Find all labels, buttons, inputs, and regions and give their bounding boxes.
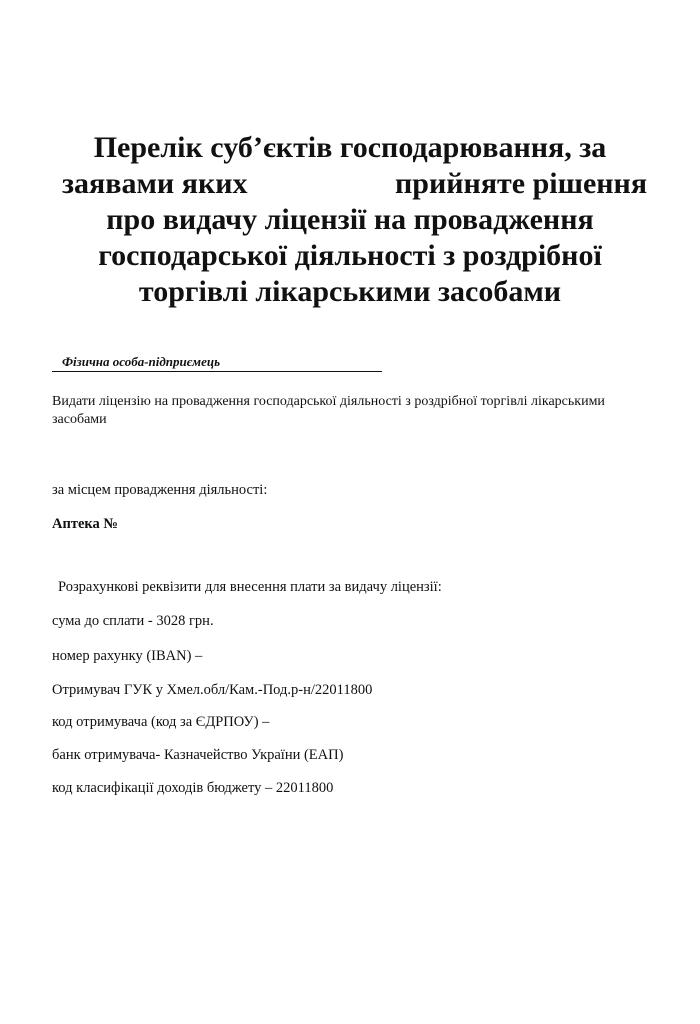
title-line-4: господарської діяльності з роздрібної <box>98 239 602 272</box>
title-line-2-right: прийняте рішення <box>395 167 648 200</box>
title-line-5: торгівлі лікарськими засобами <box>138 275 562 308</box>
payment-heading: Розрахункові реквізити для внесення плати за видачу ліцензії: <box>58 579 442 595</box>
title-line-2 <box>0 166 700 202</box>
title-line-3: про видачу ліцензії на провадження <box>106 203 594 236</box>
payment-budget-code: код класифікації доходів бюджету – 22011800 <box>52 780 334 796</box>
place-label: за місцем провадження діяльності: <box>52 482 268 498</box>
decision-text: Видати ліцензію на провадження господарської діяльності з роздрібної торгівлі лікарськими засобами <box>52 394 605 427</box>
document-title <box>0 130 700 310</box>
payment-recipient-code: код отримувача (код за ЄДРПОУ) – <box>52 714 270 730</box>
entity-type-label: Фізична особа-підприємець <box>62 354 221 369</box>
entity-type-field <box>52 354 382 372</box>
payment-recipient: Отримувач ГУК у Хмел.обл/Кам.-Под.р-н/22011800 <box>52 682 373 698</box>
title-line-1: Перелік суб’єктів господарювання, за <box>93 131 607 164</box>
pharmacy-label: Аптека № <box>52 516 118 532</box>
title-line-2-left: заявами яких <box>62 167 248 200</box>
payment-bank: банк отримувача- Казначейство України (ЕАП) <box>52 747 344 763</box>
payment-amount: сума до сплати - 3028 грн. <box>52 613 214 629</box>
payment-iban: номер рахунку (IBAN) – <box>52 648 203 664</box>
